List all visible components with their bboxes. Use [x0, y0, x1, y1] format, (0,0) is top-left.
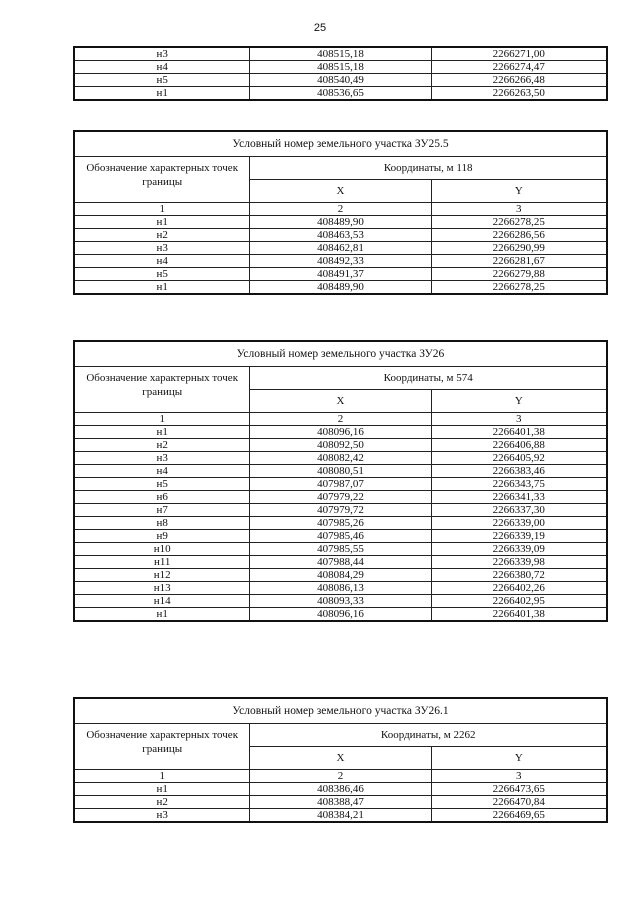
- table-row: [74, 582, 607, 595]
- table-row: [74, 74, 607, 87]
- y-coordinate-cell: 2266401,38: [431, 608, 607, 622]
- point-id-cell: н5: [74, 268, 250, 281]
- y-coordinate-cell: 2266339,00: [431, 517, 607, 530]
- table-row: [74, 242, 607, 255]
- y-header: Y: [431, 390, 607, 413]
- x-coordinate-cell: 407985,26: [250, 517, 431, 530]
- x-coordinate-cell: 408096,16: [250, 426, 431, 439]
- point-id-cell: н6: [74, 491, 250, 504]
- table-row: [74, 569, 607, 582]
- point-id-cell: н1: [74, 87, 250, 101]
- table-row: [74, 543, 607, 556]
- y-coordinate-cell: 2266278,25: [431, 216, 607, 229]
- table-title: Условный номер земельного участка ЗУ25.5: [74, 131, 607, 157]
- x-coordinate-cell: 407979,72: [250, 504, 431, 517]
- y-coordinate-cell: 2266405,92: [431, 452, 607, 465]
- table-row: [74, 556, 607, 569]
- point-id-cell: н3: [74, 47, 250, 61]
- y-coordinate-cell: 2266266,48: [431, 74, 607, 87]
- x-coordinate-cell: 408462,81: [250, 242, 431, 255]
- x-coordinate-cell: 408086,13: [250, 582, 431, 595]
- coordinates-table-zu25-5: [73, 130, 608, 295]
- continuation-coordinates-table: [73, 46, 608, 101]
- x-header: X: [250, 747, 431, 770]
- table-title: Условный номер земельного участка ЗУ26: [74, 341, 607, 367]
- x-coordinate-cell: 408536,65: [250, 87, 431, 101]
- point-id-cell: н2: [74, 229, 250, 242]
- x-coordinate-cell: 408386,46: [250, 783, 431, 796]
- y-coordinate-cell: 2266263,50: [431, 87, 607, 101]
- point-id-cell: н13: [74, 582, 250, 595]
- y-coordinate-cell: 2266337,30: [431, 504, 607, 517]
- x-header: X: [250, 180, 431, 203]
- point-id-cell: н7: [74, 504, 250, 517]
- y-coordinate-cell: 2266473,65: [431, 783, 607, 796]
- point-id-cell: н5: [74, 478, 250, 491]
- point-id-cell: н4: [74, 61, 250, 74]
- table-row: [74, 87, 607, 101]
- y-coordinate-cell: 2266339,19: [431, 530, 607, 543]
- col-number: 1: [74, 413, 250, 426]
- x-coordinate-cell: 407988,44: [250, 556, 431, 569]
- x-coordinate-cell: 407985,55: [250, 543, 431, 556]
- coordinates-header: Координаты, м 118: [250, 157, 607, 180]
- table-row: [74, 504, 607, 517]
- col-number: 1: [74, 770, 250, 783]
- col-number: 3: [431, 770, 607, 783]
- y-coordinate-cell: 2266279,88: [431, 268, 607, 281]
- table-row: [74, 452, 607, 465]
- point-id-cell: н12: [74, 569, 250, 582]
- x-coordinate-cell: 408515,18: [250, 61, 431, 74]
- point-label-header: Обозначение характерных точек границы: [74, 157, 250, 203]
- table-row: [74, 465, 607, 478]
- table-row: [74, 491, 607, 504]
- table-row: [74, 796, 607, 809]
- table-row: [74, 608, 607, 622]
- x-coordinate-cell: 408489,90: [250, 281, 431, 295]
- table-row: [74, 281, 607, 295]
- y-coordinate-cell: 2266286,56: [431, 229, 607, 242]
- table-row: [74, 61, 607, 74]
- y-coordinate-cell: 2266339,09: [431, 543, 607, 556]
- table-row: [74, 255, 607, 268]
- y-coordinate-cell: 2266281,67: [431, 255, 607, 268]
- point-id-cell: н1: [74, 281, 250, 295]
- x-coordinate-cell: 408384,21: [250, 809, 431, 823]
- y-coordinate-cell: 2266274,47: [431, 61, 607, 74]
- x-coordinate-cell: 408515,18: [250, 47, 431, 61]
- x-coordinate-cell: 408463,53: [250, 229, 431, 242]
- col-number: 1: [74, 203, 250, 216]
- coordinates-table-zu26-1: [73, 697, 608, 823]
- y-coordinate-cell: 2266380,72: [431, 569, 607, 582]
- table-row: [74, 47, 607, 61]
- point-id-cell: н2: [74, 796, 250, 809]
- table-row: [74, 439, 607, 452]
- table-row: [74, 268, 607, 281]
- x-coordinate-cell: 408489,90: [250, 216, 431, 229]
- y-coordinate-cell: 2266402,95: [431, 595, 607, 608]
- y-coordinate-cell: 2266401,38: [431, 426, 607, 439]
- col-number: 3: [431, 413, 607, 426]
- x-header: X: [250, 390, 431, 413]
- point-id-cell: н4: [74, 465, 250, 478]
- table-row: [74, 478, 607, 491]
- table-row: [74, 783, 607, 796]
- point-label-header: Обозначение характерных точек границы: [74, 367, 250, 413]
- y-coordinate-cell: 2266339,98: [431, 556, 607, 569]
- point-id-cell: н8: [74, 517, 250, 530]
- x-coordinate-cell: 408491,37: [250, 268, 431, 281]
- x-coordinate-cell: 408082,42: [250, 452, 431, 465]
- col-number: 3: [431, 203, 607, 216]
- y-coordinate-cell: 2266278,25: [431, 281, 607, 295]
- y-coordinate-cell: 2266469,65: [431, 809, 607, 823]
- y-coordinate-cell: 2266470,84: [431, 796, 607, 809]
- point-id-cell: н3: [74, 809, 250, 823]
- point-id-cell: н3: [74, 452, 250, 465]
- x-coordinate-cell: 408080,51: [250, 465, 431, 478]
- point-id-cell: н11: [74, 556, 250, 569]
- point-id-cell: н5: [74, 74, 250, 87]
- x-coordinate-cell: 408540,49: [250, 74, 431, 87]
- x-coordinate-cell: 407979,22: [250, 491, 431, 504]
- x-coordinate-cell: 407985,46: [250, 530, 431, 543]
- y-coordinate-cell: 2266406,88: [431, 439, 607, 452]
- x-coordinate-cell: 408096,16: [250, 608, 431, 622]
- point-id-cell: н4: [74, 255, 250, 268]
- table-title: Условный номер земельного участка ЗУ26.1: [74, 698, 607, 724]
- table-row: [74, 426, 607, 439]
- col-number: 2: [250, 203, 431, 216]
- table-row: [74, 229, 607, 242]
- y-coordinate-cell: 2266383,46: [431, 465, 607, 478]
- y-header: Y: [431, 180, 607, 203]
- y-coordinate-cell: 2266402,26: [431, 582, 607, 595]
- page-number: 25: [313, 22, 327, 34]
- table-row: [74, 517, 607, 530]
- point-id-cell: н1: [74, 426, 250, 439]
- point-id-cell: н1: [74, 783, 250, 796]
- table-row: [74, 595, 607, 608]
- point-id-cell: н1: [74, 608, 250, 622]
- x-coordinate-cell: 408084,29: [250, 569, 431, 582]
- col-number: 2: [250, 770, 431, 783]
- table-row: [74, 216, 607, 229]
- y-coordinate-cell: 2266271,00: [431, 47, 607, 61]
- point-id-cell: н9: [74, 530, 250, 543]
- x-coordinate-cell: 408492,33: [250, 255, 431, 268]
- coordinates-header: Координаты, м 2262: [250, 724, 607, 747]
- y-coordinate-cell: 2266341,33: [431, 491, 607, 504]
- x-coordinate-cell: 408388,47: [250, 796, 431, 809]
- point-id-cell: н3: [74, 242, 250, 255]
- point-id-cell: н2: [74, 439, 250, 452]
- table-row: [74, 809, 607, 823]
- x-coordinate-cell: 408093,33: [250, 595, 431, 608]
- coordinates-header: Координаты, м 574: [250, 367, 607, 390]
- y-coordinate-cell: 2266290,99: [431, 242, 607, 255]
- point-id-cell: н14: [74, 595, 250, 608]
- y-coordinate-cell: 2266343,75: [431, 478, 607, 491]
- x-coordinate-cell: 408092,50: [250, 439, 431, 452]
- x-coordinate-cell: 407987,07: [250, 478, 431, 491]
- col-number: 2: [250, 413, 431, 426]
- y-header: Y: [431, 747, 607, 770]
- point-label-header: Обозначение характерных точек границы: [74, 724, 250, 770]
- table-row: [74, 530, 607, 543]
- point-id-cell: н10: [74, 543, 250, 556]
- coordinates-table-zu26: [73, 340, 608, 622]
- point-id-cell: н1: [74, 216, 250, 229]
